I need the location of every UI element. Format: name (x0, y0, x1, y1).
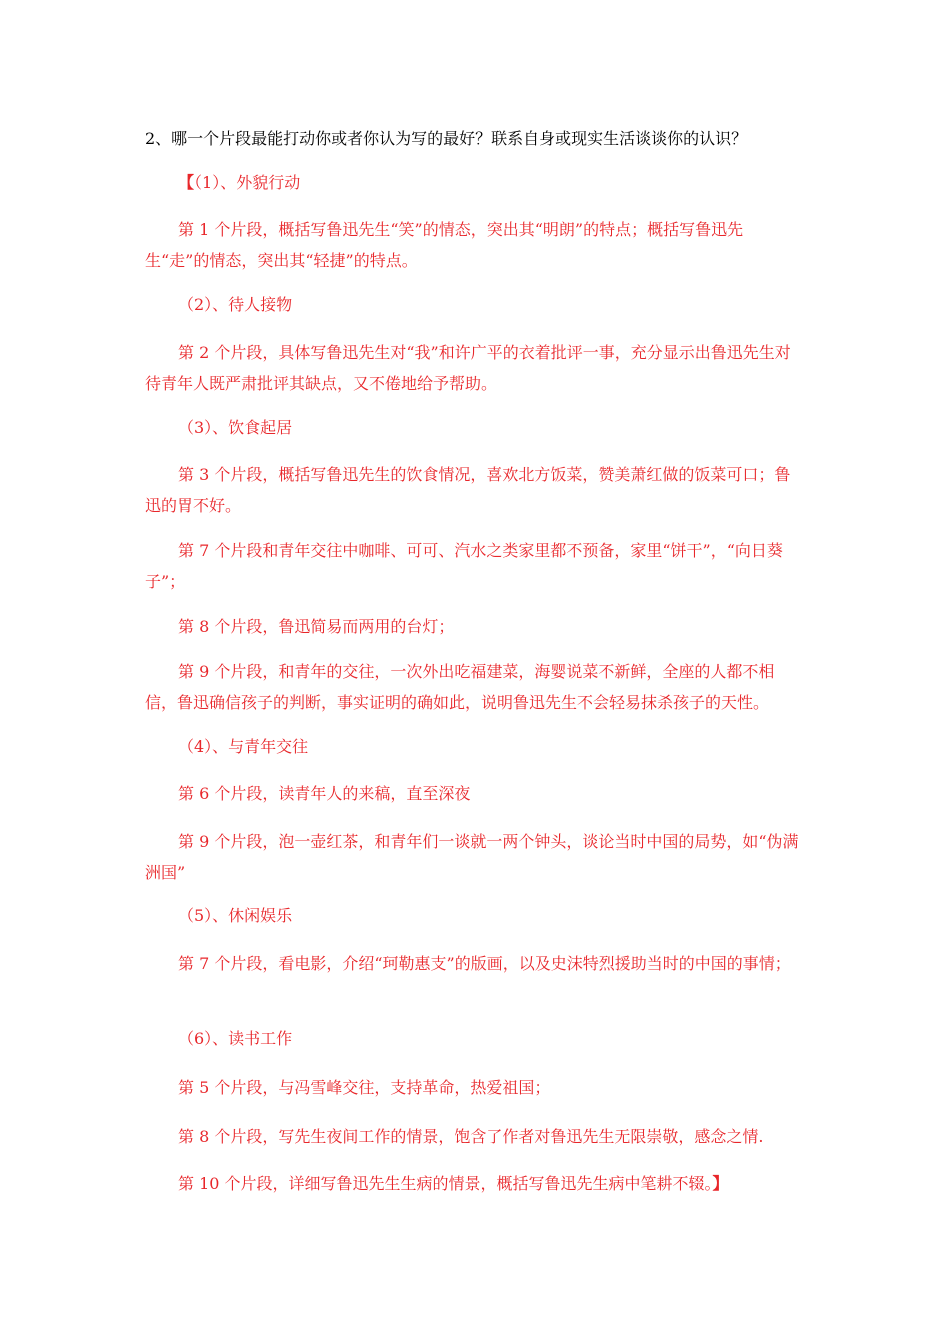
close-bracket: 】 (712, 1174, 729, 1193)
section-2-paragraph-1: 第 2 个片段，具体写鲁迅先生对“我”和许广平的衣着批评一事，充分显示出鲁迅先生对待青年人既严肃批评其缺点，又不倦地给予帮助。 (145, 343, 791, 393)
section-3-paragraph-1: 第 3 个片段，概括写鲁迅先生的饮食情况，喜欢北方饭菜，赞美萧红做的饭菜可口；鲁迅的胃不好。 (145, 465, 791, 515)
question-text: 2、哪一个片段最能打动你或者你认为写的最好？联系自身或现实生活谈谈你的认识？ (145, 129, 748, 148)
section-1-paragraph-1: 第 1 个片段，概括写鲁迅先生“笑”的情态，突出其“明朗”的特点；概括写鲁迅先生“走”的情态，突出其“轻捷”的特点。 (145, 220, 744, 270)
section-3-paragraph-3: 第 8 个片段，鲁迅简易而两用的台灯； (178, 617, 455, 636)
section-heading-4: （4）、与青年交往 (178, 737, 309, 756)
section-5-paragraph-1: 第 7 个片段，看电影，介绍“珂勒惠支”的版画，以及史沫特烈援助当时的中国的事情； (178, 954, 791, 973)
section-heading-1: 【（1）、外貌行动 (178, 173, 301, 192)
section-4-paragraph-2: 第 9 个片段，泡一壶红茶，和青年们一谈就一两个钟头，谈论当时中国的局势，如“伪满洲国” (145, 832, 799, 882)
section-3-paragraph-4: 第 9 个片段，和青年的交往，一次外出吃福建菜，海婴说菜不新鲜，全座的人都不相信，鲁迅确信孩子的判断，事实证明的确如此，说明鲁迅先生不会轻易抹杀孩子的天性。 (145, 662, 775, 712)
section-heading-2: （2）、待人接物 (178, 295, 293, 314)
section-heading-5: （5）、休闲娱乐 (178, 906, 293, 925)
section-6-paragraph-2: 第 8 个片段，写先生夜间工作的情景，饱含了作者对鲁迅先生无限崇敬，感念之情. (178, 1127, 764, 1146)
section-heading-3: （3）、饮食起居 (178, 418, 293, 437)
section-6-paragraph-3: 第 10 个片段，详细写鲁迅先生生病的情景，概括写鲁迅先生病中笔耕不辍。】 (178, 1174, 729, 1193)
section-6-paragraph-1: 第 5 个片段，与冯雪峰交往，支持革命，热爱祖国； (178, 1078, 551, 1097)
section-3-paragraph-2: 第 7 个片段和青年交往中咖啡、可可、汽水之类家里都不预备，家里“饼干”，“向日葵子”； (145, 541, 783, 591)
section-heading-6: （6）、读书工作 (178, 1029, 293, 1048)
section-4-paragraph-1: 第 6 个片段，读青年人的来稿，直至深夜 (178, 784, 471, 803)
open-bracket: 【 (178, 173, 195, 192)
